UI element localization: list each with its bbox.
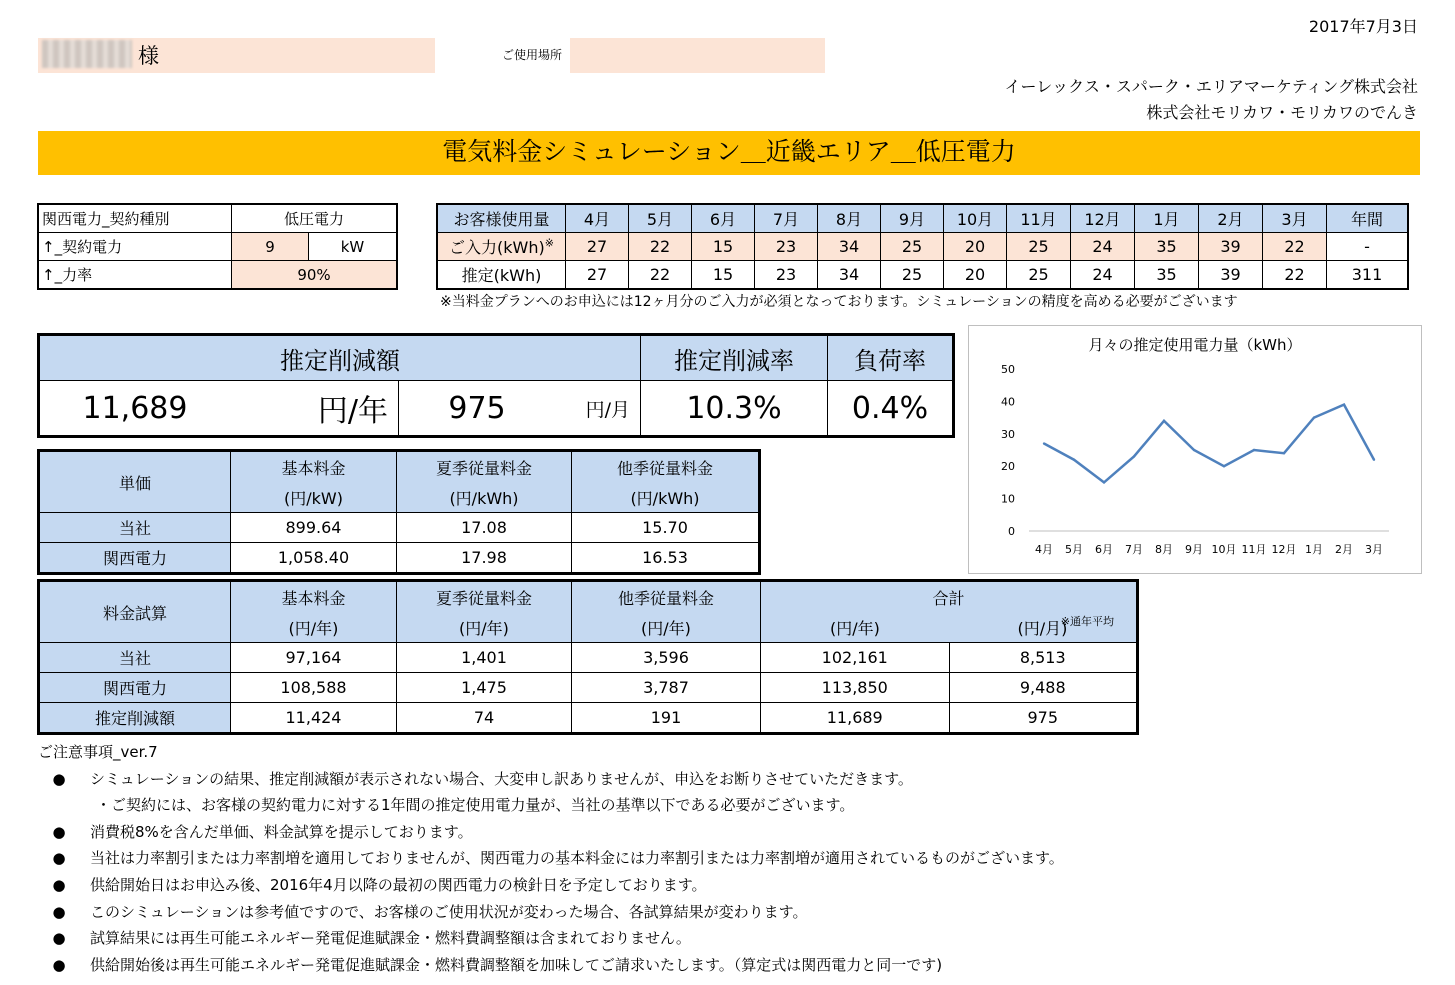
contract-table — [37, 203, 398, 290]
usage-month-header: 1月 — [1135, 204, 1199, 233]
bullet-icon: ● — [52, 955, 66, 974]
x-tick-label: 3月 — [1365, 543, 1383, 556]
fee-calc-unit-2: (円/年) — [397, 612, 572, 643]
usage-place-box — [570, 38, 825, 73]
usage-input-cell: 25 — [1007, 233, 1071, 261]
usage-data-point — [1283, 452, 1285, 454]
fee-calc-cell: 74 — [397, 703, 572, 734]
note-item: ● 当社は力率割引または力率割増を適用しておりませんが、関西電力の基本料金には力率割引または力率割増が適用されているものがございます。 — [38, 847, 1064, 868]
usage-input-cell: 34 — [818, 233, 881, 261]
usage-est-cell: 34 — [818, 261, 881, 290]
usage-data-point — [1073, 459, 1075, 461]
unit-price-header-3: 他季従量料金 — [572, 451, 760, 483]
fee-calc-unit-3: (円/年) — [572, 612, 761, 643]
fee-calc-total-month-unit: (円/月) ※通年平均 — [949, 612, 1138, 643]
usage-data-point — [1313, 416, 1315, 418]
document-date: 2017年7月3日 — [1308, 17, 1418, 36]
usage-input-cell: 22 — [629, 233, 692, 261]
usage-input-cell: 24 — [1071, 233, 1135, 261]
fee-calc-row-name: 推定削減額 — [39, 703, 231, 734]
unit-price-row-name: 関西電力 — [39, 543, 231, 574]
x-tick-label: 12月 — [1271, 543, 1297, 556]
usage-input-cell: 39 — [1199, 233, 1263, 261]
usage-input-cell: 15 — [692, 233, 755, 261]
customer-honorific: 様 — [138, 44, 159, 68]
monthly-reduction-unit: 円/月 — [555, 381, 641, 437]
usage-month-header: 6月 — [692, 204, 755, 233]
usage-input-cell: 35 — [1135, 233, 1199, 261]
fee-calc-cell: 11,689 — [761, 703, 950, 734]
y-tick-label: 10 — [1001, 492, 1015, 506]
fee-calc-cell: 1,401 — [397, 643, 572, 673]
usage-month-header: 3月 — [1263, 204, 1327, 233]
unit-price-unit-1: (円/kW) — [231, 482, 397, 513]
y-tick-label: 50 — [1001, 363, 1015, 376]
customer-name-redacted — [42, 40, 132, 68]
usage-month-header: 9月 — [881, 204, 944, 233]
usage-data-point — [1133, 455, 1135, 457]
usage-data-point — [1223, 465, 1225, 467]
contract-type-label: 関西電力_契約種別 — [38, 204, 232, 233]
bullet-icon: ● — [52, 876, 66, 894]
x-tick-label: 6月 — [1095, 543, 1113, 556]
usage-annual-header: 年間 — [1327, 204, 1409, 233]
fee-calc-unit-1: (円/年) — [231, 612, 397, 643]
notes-title: ご注意事項_ver.7 — [38, 743, 158, 761]
usage-header-label: お客様使用量 — [437, 204, 566, 233]
unit-price-cell: 17.08 — [397, 513, 572, 543]
usage-month-header: 12月 — [1071, 204, 1135, 233]
x-tick-label: 10月 — [1211, 543, 1237, 556]
annual-average-note: ※通年平均 — [1060, 615, 1114, 628]
fee-calc-cell: 975 — [949, 703, 1138, 734]
bullet-icon: ● — [52, 822, 66, 841]
x-tick-label: 7月 — [1125, 543, 1143, 556]
load-factor-label: 負荷率 — [828, 335, 954, 381]
usage-month-header: 2月 — [1199, 204, 1263, 233]
fee-calc-cell: 191 — [572, 703, 761, 734]
x-tick-label: 4月 — [1035, 543, 1053, 556]
y-tick-label: 20 — [1001, 460, 1015, 474]
reduction-rate-label: 推定削減率 — [641, 335, 828, 381]
note-item: ● 消費税8%を含んだ単価、料金試算を提示しております。 — [38, 821, 473, 842]
fee-calc-cell: 113,850 — [761, 673, 950, 703]
summary-table — [37, 333, 955, 438]
x-tick-label: 8月 — [1155, 543, 1173, 556]
usage-series-line — [1044, 405, 1374, 483]
usage-input-cell: 23 — [755, 233, 818, 261]
fee-calc-cell: 1,475 — [397, 673, 572, 703]
bullet-icon: ● — [52, 902, 66, 921]
usage-est-cell: 27 — [566, 261, 629, 290]
fee-calc-header-2: 夏季従量料金 — [397, 581, 572, 613]
usage-month-header: 11月 — [1007, 204, 1071, 233]
contract-power-value: 9 — [232, 233, 309, 261]
usage-input-annual: - — [1327, 233, 1409, 261]
usage-est-cell: 22 — [629, 261, 692, 290]
bullet-icon: ● — [52, 849, 66, 868]
reduction-rate-value: 10.3% — [641, 381, 828, 437]
unit-price-cell: 1,058.40 — [231, 543, 397, 574]
fee-calc-total-label: 合計 — [761, 581, 1138, 613]
fee-calc-cell: 9,488 — [949, 673, 1138, 703]
usage-est-annual: 311 — [1327, 261, 1409, 290]
monthly-usage-chart — [968, 325, 1422, 574]
usage-data-point — [1043, 442, 1045, 444]
usage-est-cell: 15 — [692, 261, 755, 290]
monthly-reduction-value: 975 — [399, 381, 556, 437]
usage-data-point — [1253, 449, 1255, 451]
fee-calc-cell: 3,787 — [572, 673, 761, 703]
usage-est-cell: 22 — [1263, 261, 1327, 290]
fee-calc-cell: 11,424 — [231, 703, 397, 734]
unit-price-cell: 899.64 — [231, 513, 397, 543]
unit-price-unit-2: (円/kWh) — [397, 482, 572, 513]
note-item: ● 供給開始後は再生可能エネルギー発電促進賦課金・燃料費調整額を加味してご請求いたします。（算定式は関西電力と同一です) — [38, 954, 942, 975]
reduction-label: 推定削減額 — [39, 335, 641, 381]
chart-title: 月々の推定使用電力量（kWh） — [1088, 336, 1302, 354]
usage-input-cell: 25 — [881, 233, 944, 261]
usage-input-cell: 22 — [1263, 233, 1327, 261]
unit-price-header-1: 基本料金 — [231, 451, 397, 483]
unit-price-label: 単価 — [39, 451, 231, 513]
power-factor-value: 90% — [232, 261, 398, 290]
note-item: ● 試算結果には再生可能エネルギー発電促進賦課金・燃料費調整額は含まれておりません。 — [38, 927, 691, 948]
contract-power-unit: kW — [309, 233, 398, 261]
fee-calc-cell: 108,588 — [231, 673, 397, 703]
usage-est-cell: 39 — [1199, 261, 1263, 290]
x-tick-label: 5月 — [1065, 543, 1083, 556]
fee-calc-cell: 3,596 — [572, 643, 761, 673]
usage-est-cell: 25 — [881, 261, 944, 290]
fee-calc-header-3: 他季従量料金 — [572, 581, 761, 613]
usage-est-cell: 25 — [1007, 261, 1071, 290]
usage-month-header: 5月 — [629, 204, 692, 233]
usage-data-point — [1373, 459, 1375, 461]
usage-input-cell: 27 — [566, 233, 629, 261]
y-tick-label: 30 — [1001, 427, 1015, 441]
usage-est-cell: 24 — [1071, 261, 1135, 290]
usage-est-label: 推定(kWh) — [437, 261, 566, 290]
usage-input-cell: 20 — [944, 233, 1007, 261]
x-tick-label: 2月 — [1335, 543, 1353, 556]
usage-data-point — [1163, 420, 1165, 422]
unit-price-table — [37, 449, 761, 575]
fee-calc-label: 料金試算 — [39, 581, 231, 643]
bullet-icon: ● — [52, 929, 66, 948]
usage-est-cell: 35 — [1135, 261, 1199, 290]
unit-price-cell: 16.53 — [572, 543, 760, 574]
company-name-1: イーレックス・スパーク・エリアマーケティング株式会社 — [1004, 77, 1418, 96]
fee-calc-header-1: 基本料金 — [231, 581, 397, 613]
annual-reduction-value: 11,689 — [39, 381, 231, 437]
usage-note: ※当料金プランへのお申込には12ヶ月分のご入力が必須となっております。シミュレーションの精度を高める必要がございます — [440, 294, 1238, 310]
power-factor-label: ↑_力率 — [38, 261, 232, 290]
note-item: ● 供給開始日はお申込み後、2016年4月以降の最初の関西電力の検針日を予定しております。 — [38, 874, 707, 895]
annual-reduction-unit: 円/年 — [230, 381, 399, 437]
usage-month-header: 4月 — [566, 204, 629, 233]
note-item: ● このシミュレーションは参考値ですので、お客様のご使用状況が変わった場合、各試算結果が変わります。 — [38, 901, 807, 922]
unit-price-header-2: 夏季従量料金 — [397, 451, 572, 483]
note-item: ● シミュレーションの結果、推定削減額が表示されない場合、大変申し訳ありませんが、申込をお断りさせていただきます。 — [38, 768, 913, 789]
y-tick-label: 40 — [1001, 395, 1015, 409]
load-factor-value: 0.4% — [828, 381, 954, 437]
usage-month-header: 7月 — [755, 204, 818, 233]
usage-place-label: ご使用場所 — [502, 48, 563, 62]
unit-price-cell: 17.98 — [397, 543, 572, 574]
monthly-usage-chart-svg — [969, 326, 1421, 573]
bullet-icon: ● — [52, 769, 66, 788]
usage-month-header: 10月 — [944, 204, 1007, 233]
fee-calc-cell: 102,161 — [761, 643, 950, 673]
usage-month-header: 8月 — [818, 204, 881, 233]
unit-price-cell: 15.70 — [572, 513, 760, 543]
company-name-2: 株式会社モリカワ・モリカワのでんき — [1146, 103, 1418, 122]
contract-power-label: ↑_契約電力 — [38, 233, 232, 261]
usage-est-cell: 23 — [755, 261, 818, 290]
unit-price-unit-3: (円/kWh) — [572, 482, 760, 513]
fee-calc-total-year-unit: (円/年) — [761, 612, 950, 643]
fee-calc-cell: 8,513 — [949, 643, 1138, 673]
usage-data-point — [1193, 449, 1195, 451]
note-item: ・ご契約には、お客様の契約電力に対する1年間の推定使用電力量が、当社の基準以下である必要がございます。 — [96, 796, 855, 815]
usage-est-cell: 20 — [944, 261, 1007, 290]
contract-type-value: 低圧電力 — [232, 204, 398, 233]
fee-calc-cell: 97,164 — [231, 643, 397, 673]
usage-data-point — [1103, 481, 1105, 483]
unit-price-row-name: 当社 — [39, 513, 231, 543]
fee-calc-row-name: 当社 — [39, 643, 231, 673]
x-tick-label: 11月 — [1241, 543, 1267, 556]
x-tick-label: 9月 — [1185, 543, 1203, 556]
usage-data-point — [1343, 403, 1345, 405]
fee-calc-row-name: 関西電力 — [39, 673, 231, 703]
y-tick-label: 0 — [1008, 525, 1015, 538]
fee-calc-table — [37, 579, 1139, 735]
usage-table — [436, 203, 1409, 290]
x-tick-label: 1月 — [1305, 543, 1323, 556]
page-title: 電気料金シミュレーション＿近畿エリア＿低圧電力 — [38, 131, 1420, 175]
usage-input-label: ご入力(kWh)※ — [437, 233, 566, 261]
